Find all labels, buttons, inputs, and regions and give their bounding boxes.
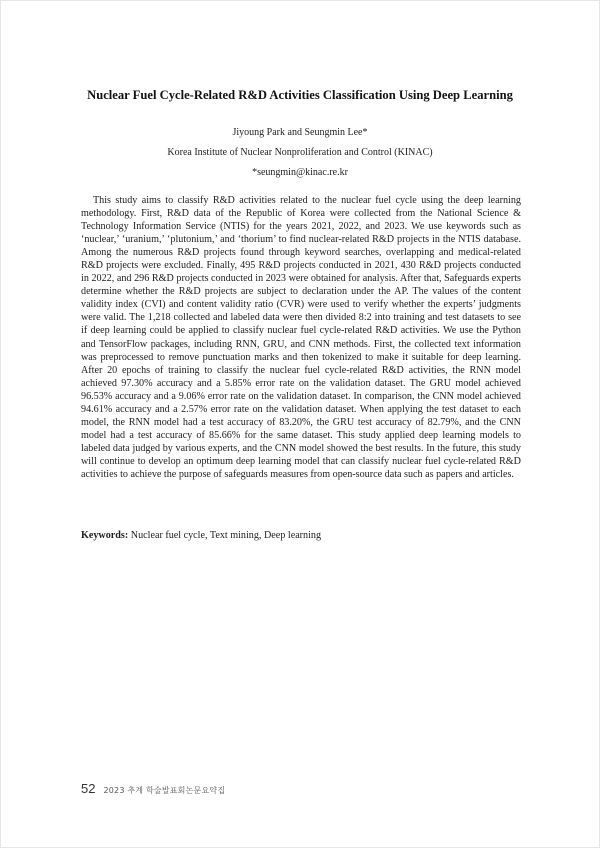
- abstract-paragraph: This study aims to classify R&D activities related to the nuclear fuel cycle using the deep learning methodology. First, R&D data of the Republic of Korea were collected from the National Science & Technology Information Service (NTIS) for the years 2021, 2022, and 2023. We use keywords such as ‘nuclear,’ ‘uranium,’ ‘plutonium,’ and ‘thorium’ to find nuclear-related R&D projects in the NTIS database. Among the numerous R&D projects found through keyword searches, overlapping and medical-related R&D projects were excluded. Finally, 495 R&D projects conducted in 2021, 430 R&D projects conducted in 2022, and 296 R&D projects conducted in 2023 were obtained for analysis. After that, Safeguards experts determine whether the R&D projects are subject to declaration under the AP. The values of the content validity index (CVI) and content validity ratio (CVR) were used to verify whether the experts’ judgments were valid. The 1,218 collected and labeled data were then divided 8:2 into training and test datasets to see if deep learning could be applied to classify nuclear fuel cycle-related R&D activities. We use the Python and TensorFlow packages, including RNN, GRU, and CNN methods. First, the collected text information was preprocessed to remove punctuation marks and then tokenized to make it suitable for deep learning. After 20 epochs of training to classify the nuclear fuel cycle-related R&D activities, the RNN model achieved 97.30% accuracy and a 5.85% error rate on the validation dataset. The GRU model achieved 96.53% accuracy and a 9.06% error rate on the validation dataset. In comparison, the CNN model achieved 94.61% accuracy and a 2.57% error rate on the validation dataset. When applying the test dataset to each model, the RNN model had a test accuracy of 83.20%, the GRU test accuracy of 82.79%, and the CNN model had a test accuracy of 85.66% for the same dataset. This study applied deep learning models to labeled data judged by various experts, and the CNN model showed the best results. In the future, this study will continue to develop an optimum deep learning model that can classify nuclear fuel cycle-related R&D activities to achieve the purpose of safeguards measures from open-source data such as papers and articles.: [81, 195, 521, 480]
- keywords-label: Keywords:: [81, 530, 129, 541]
- page-number: 52: [81, 781, 96, 796]
- authors: Jiyoung Park and Seungmin Lee*: [232, 127, 368, 138]
- corresponding-email: *seungmin@kinac.re.kr: [252, 167, 348, 178]
- proceedings-name: 2023 추계 학술발표회논문요약집: [103, 786, 226, 795]
- page-footer: [81, 781, 225, 801]
- author-block: [41, 123, 559, 183]
- paper-title: Nuclear Fuel Cycle-Related R&D Activities Classification Using Deep Learning: [87, 88, 513, 102]
- affiliation: Korea Institute of Nuclear Nonproliferation and Control (KINAC): [167, 147, 433, 158]
- keywords-value: Nuclear fuel cycle, Text mining, Deep learning: [128, 530, 322, 541]
- keywords-line: [81, 529, 521, 542]
